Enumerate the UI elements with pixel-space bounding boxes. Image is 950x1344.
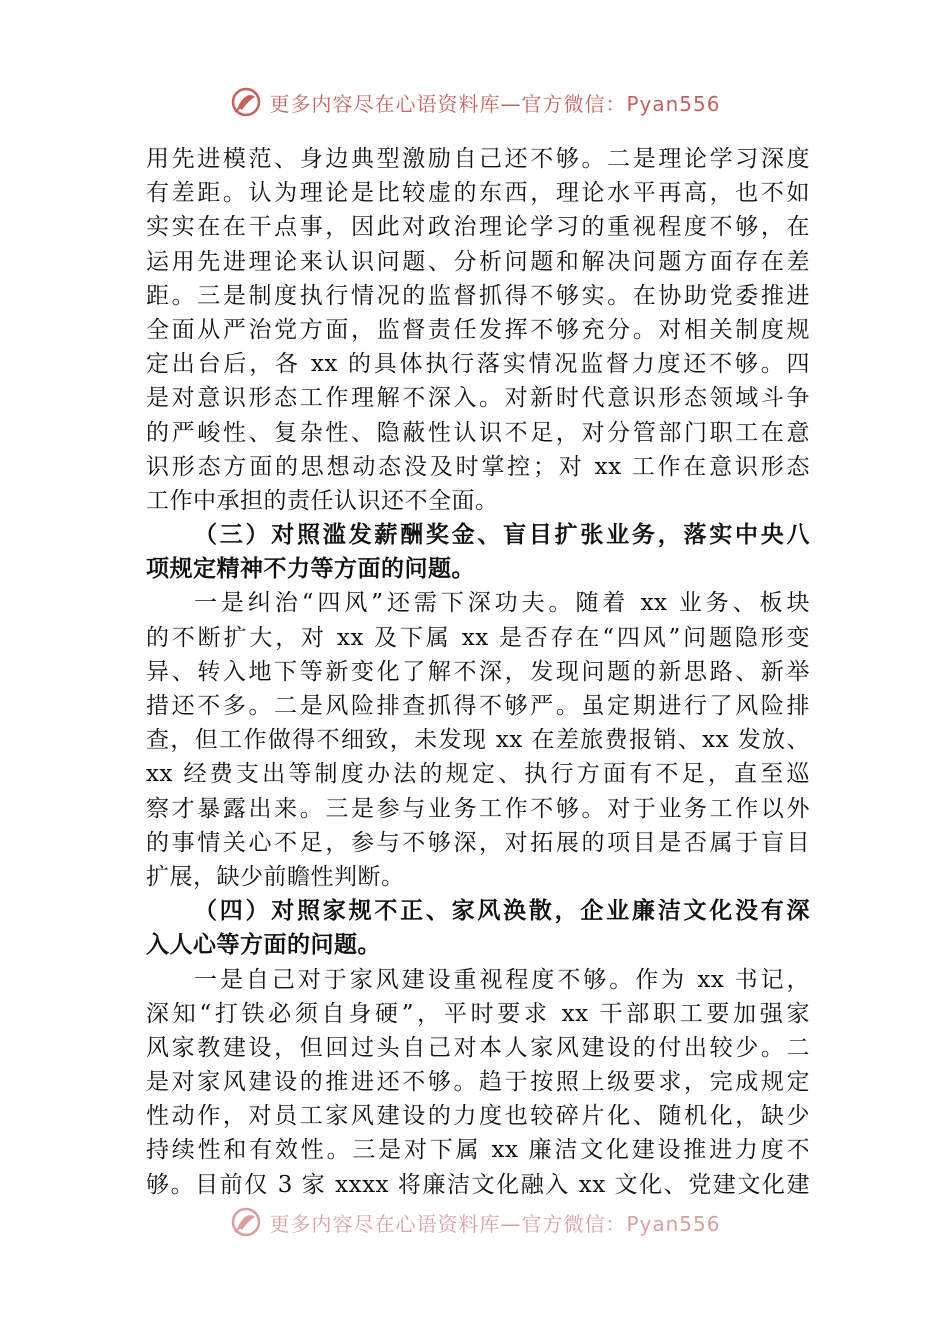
text-line: 的严峻性、复杂性、隐蔽性认识不足，对分管部门职工在意 — [146, 419, 810, 446]
text-line: 有差距。认为理论是比较虚的东西，理论水平再高，也不如 — [146, 180, 810, 207]
text-line: 距。三是制度执行情况的监督抓得不够实。在协助党委推进 — [146, 282, 810, 309]
heading-line: （四）对照家规不正、家风涣散，企业廉洁文化没有深 — [194, 897, 810, 925]
paragraph — [146, 586, 810, 894]
watermark-text: 更多内容尽在心语资料库—官方微信：Pyan556 — [269, 1211, 721, 1236]
paragraph — [146, 963, 810, 1202]
text-line: 措还不多。二是风险排查抓得不够严。虽定期进行了风险排 — [146, 693, 810, 719]
watermark-footer — [0, 1202, 950, 1242]
text-line: 持续性和有效性。三是对下属 xx 廉洁文化建设推进力度不 — [146, 1137, 810, 1164]
logo-icon — [229, 85, 263, 119]
text-line: 的事情关心不足，参与不够深，对拓展的项目是否属于盲目 — [146, 829, 810, 856]
text-line: 定出台后，各 xx 的具体执行落实情况监督力度还不够。四 — [146, 351, 810, 378]
text-line: 工作中承担的责任认识还不全面。 — [146, 487, 499, 514]
section-heading — [146, 518, 810, 586]
logo-icon — [229, 1205, 263, 1239]
document-body — [146, 142, 810, 1202]
text-line: 察才暴露出来。三是参与业务工作不够。对于业务工作以外 — [146, 795, 810, 822]
text-line: 风家教建设，但回过头自己对本人家风建设的付出较少。二 — [146, 1034, 810, 1061]
text-line: 识形态方面的思想动态没及时掌控；对 xx 工作在意识形态 — [146, 453, 810, 480]
heading-line: 入人心等方面的问题。 — [146, 931, 381, 959]
text-line: 是对意识形态工作理解不深入。对新时代意识形态领域斗争 — [146, 385, 810, 412]
text-line: 异、转入地下等新变化了解不深，发现问题的新思路、新举 — [146, 658, 810, 685]
text-line: 实实在在干点事，因此对政治理论学习的重视程度不够，在 — [146, 214, 810, 241]
text-line: 查，但工作做得不细致，未发现 xx 在差旅费报销、xx 发放、 — [146, 727, 810, 754]
heading-line: 项规定精神不力等方面的问题。 — [146, 555, 475, 583]
text-line: 用先进模范、身边典型激励自己还不够。二是理论学习深度 — [146, 146, 810, 172]
watermark-header — [0, 82, 950, 122]
text-line: 性动作，对员工家风建设的力度也较碎片化、随机化，缺少 — [146, 1103, 810, 1130]
text-line: 的不断扩大，对 xx 及下属 xx 是否存在“四风”问题隐形变 — [146, 624, 810, 651]
text-line: 一是纠治“四风”还需下深功夫。随着 xx 业务、板块 — [194, 590, 810, 617]
heading-line: （三）对照滥发薪酬奖金、盲目扩张业务，落实中央八 — [194, 521, 810, 549]
text-line: xx 经费支出等制度办法的规定、执行方面有不足，直至巡 — [146, 761, 810, 788]
text-line: 运用先进理论来认识问题、分析问题和解决问题方面存在差 — [146, 248, 810, 275]
paragraph — [146, 142, 810, 518]
text-line: 一是自己对于家风建设重视程度不够。作为 xx 书记， — [194, 966, 810, 993]
watermark-text: 更多内容尽在心语资料库—官方微信：Pyan556 — [269, 91, 721, 116]
text-line: 全面从严治党方面，监督责任发挥不够充分。对相关制度规 — [146, 316, 810, 343]
text-line: 够。目前仅 3 家 xxxx 将廉洁文化融入 xx 文化、党建文化建 — [146, 1171, 810, 1198]
text-line: 是对家风建设的推进还不够。趋于按照上级要求，完成规定 — [146, 1069, 810, 1096]
text-line: 深知“打铁必须自身硬”，平时要求 xx 干部职工要加强家 — [146, 1000, 810, 1027]
text-line: 扩展，缺少前瞻性判断。 — [146, 863, 405, 890]
section-heading — [146, 894, 810, 962]
